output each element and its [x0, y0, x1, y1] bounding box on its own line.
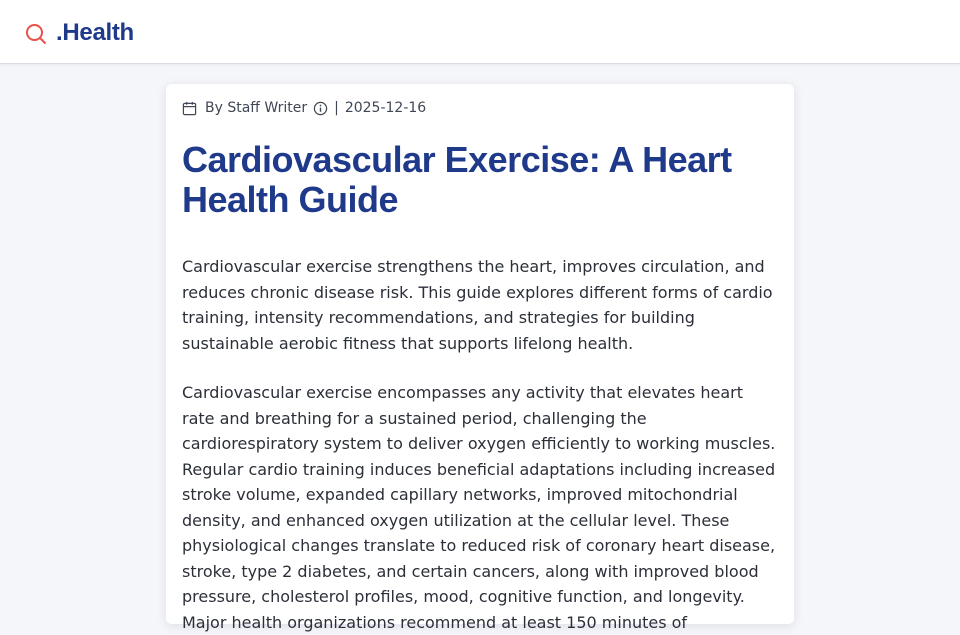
publish-date: 2025-12-16: [344, 100, 427, 116]
brand-name: .Health: [56, 19, 134, 46]
search-icon: [24, 22, 48, 46]
calendar-icon: [182, 101, 197, 116]
brand-logo-link[interactable]: [24, 16, 134, 50]
article-meta: [182, 98, 426, 118]
article-body-paragraph: Cardiovascular exercise encompasses any activity that elevates heart rate and breathing for a sustained period, challenging the cardiorespiratory system to deliver oxygen efficiently to working muscles. Regular cardio training induces beneficial adaptations including increased stroke volume, expanded capillary networks, improved mitochondrial density, and enhanced oxygen utilization at the cellular level. These physiological changes translate to reduced risk of coronary heart disease, stroke, type 2 diabetes, and certain cancers, along with improved blood pressure, cholesterol profiles, mood, cognitive function, and longevity. Major health organizations recommend at least 150 minutes of: [182, 383, 776, 632]
article-title: Cardiovascular Exercise: A Heart Health Guide: [182, 139, 732, 220]
top-nav-bar: [0, 0, 960, 64]
article-card: [166, 84, 794, 632]
author-name: By Staff Writer: [205, 100, 308, 116]
meta-separator: |: [334, 100, 339, 116]
article-intro-paragraph: Cardiovascular exercise strengthens the heart, improves circulation, and reduces chronic disease risk. This guide explores different forms of cardio training, intensity recommendations, and strategies for building sustainable aerobic fitness that supports lifelong health.: [182, 257, 773, 353]
info-icon[interactable]: [313, 101, 328, 116]
